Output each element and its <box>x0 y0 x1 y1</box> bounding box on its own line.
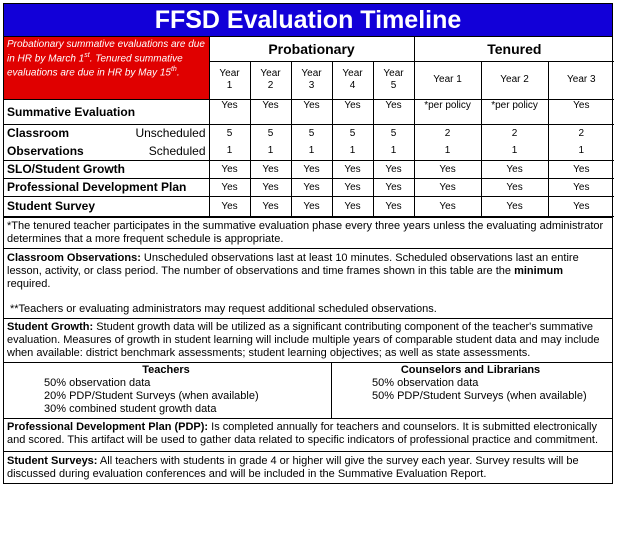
classroom-value-cell: 5 <box>250 124 291 142</box>
observations-value-cell: 1 <box>250 142 291 160</box>
slo-label: SLO/Student Growth <box>4 160 209 178</box>
due-dates-note: Probationary summative evaluations are due in HR by March 1st. Tenured summative evaluations are due in HR by May 15th. <box>4 37 209 99</box>
pdp-section: Professional Development Plan (PDP): Is completed annually for teachers and counselors. It is submitted electronically and scored. This artifact will be used to gather data related to specific indicators of professional practice and commitment. <box>4 418 612 451</box>
student-survey-label: Student Survey <box>4 196 209 216</box>
survey-value-cell: Yes <box>481 196 548 216</box>
table-row <box>4 160 614 178</box>
weighting-section <box>4 362 612 418</box>
survey-value-cell: Yes <box>250 196 291 216</box>
survey-value-cell: Yes <box>291 196 332 216</box>
observations-value-cell: 1 <box>373 142 414 160</box>
counselors-weighting <box>332 363 612 418</box>
table-row <box>4 142 614 160</box>
probationary-year-3-header: Year 3 <box>291 61 332 99</box>
student-growth-section: Student Growth: Student growth data will be utilized as a significant contributing component of the teacher's summative evaluation. Measures of growth in student learning will include multiple years of comparable student data and may include when available: district benchmark assessments; student learning objectives; as well as state assessments. <box>4 318 612 362</box>
counselors-heading: Counselors and Librarians <box>400 363 541 376</box>
slo-value-cell: Yes <box>373 160 414 178</box>
slo-value-cell: Yes <box>481 160 548 178</box>
summative-value-cell: Yes <box>548 99 614 124</box>
observations-value-cell: 1 <box>209 142 250 160</box>
survey-value-cell: Yes <box>548 196 614 216</box>
classroom-observations-section: Classroom Observations: Unscheduled observations last at least 10 minutes. Scheduled observations last an entire lesson, activity, or class period. The number of observations and time frames shown in this table are the minimum required. **Teachers or evaluating administrators may request additional scheduled observations. <box>4 248 612 318</box>
observations-value-cell: 1 <box>291 142 332 160</box>
pdp-label: Professional Development Plan <box>4 178 209 196</box>
pdp-value-cell: Yes <box>250 178 291 196</box>
evaluation-timeline-document <box>3 3 613 484</box>
survey-value-cell: Yes <box>414 196 481 216</box>
probationary-year-1-header: Year 1 <box>209 61 250 99</box>
observations-value-cell: 1 <box>548 142 614 160</box>
pdp-value-cell: Yes <box>209 178 250 196</box>
student-surveys-section: Student Surveys: All teachers with students in grade 4 or higher will give the survey each year. Survey results will be discussed during evaluation conferences and will be included in the Summative Evaluation Report. <box>4 451 612 483</box>
tenured-header: Tenured <box>414 37 614 61</box>
classroom-value-cell: 5 <box>332 124 373 142</box>
classroom-value-cell: 5 <box>291 124 332 142</box>
list-item: 50% observation data <box>44 376 151 389</box>
slo-value-cell: Yes <box>291 160 332 178</box>
survey-value-cell: Yes <box>209 196 250 216</box>
classroom-value-cell: 5 <box>373 124 414 142</box>
tenured-footnote: *The tenured teacher participates in the summative evaluation phase every three years unless the evaluating administrator determines that a more frequent schedule is appropriate. <box>4 217 612 248</box>
page-title: FFSD Evaluation Timeline <box>4 4 612 37</box>
pdp-value-cell: Yes <box>548 178 614 196</box>
pdp-value-cell: Yes <box>332 178 373 196</box>
summative-value-cell: Yes <box>332 99 373 124</box>
table-row <box>4 178 614 196</box>
slo-value-cell: Yes <box>250 160 291 178</box>
survey-value-cell: Yes <box>332 196 373 216</box>
summative-value-cell: Yes <box>373 99 414 124</box>
slo-value-cell: Yes <box>209 160 250 178</box>
slo-value-cell: Yes <box>332 160 373 178</box>
tenured-year-2-header: Year 2 <box>481 61 548 99</box>
summative-evaluation-label: Summative Evaluation <box>4 99 209 124</box>
list-item: 50% PDP/Student Surveys (when available) <box>372 389 587 402</box>
teachers-weighting <box>4 363 332 418</box>
observations-value-cell: 1 <box>481 142 548 160</box>
summative-value-cell: Yes <box>291 99 332 124</box>
classroom-label: Classroom Unscheduled <box>4 124 209 142</box>
table-row <box>4 99 614 124</box>
list-item: 50% observation data <box>372 376 479 389</box>
table-row <box>4 124 614 142</box>
pdp-value-cell: Yes <box>373 178 414 196</box>
additional-observations-note: **Teachers or evaluating administrators may request additional scheduled observations. <box>10 302 437 315</box>
observations-value-cell: 1 <box>414 142 481 160</box>
classroom-value-cell: 2 <box>414 124 481 142</box>
observations-value-cell: 1 <box>332 142 373 160</box>
summative-value-cell: Yes <box>209 99 250 124</box>
probationary-year-2-header: Year 2 <box>250 61 291 99</box>
tenured-year-3-header: Year 3 <box>548 61 614 99</box>
pdp-value-cell: Yes <box>481 178 548 196</box>
slo-value-cell: Yes <box>548 160 614 178</box>
probationary-year-5-header: Year 5 <box>373 61 414 99</box>
summative-value-cell: Yes <box>250 99 291 124</box>
observations-label: Observations Scheduled <box>4 142 209 160</box>
survey-value-cell: Yes <box>373 196 414 216</box>
probationary-header: Probationary <box>209 37 414 61</box>
teachers-heading: Teachers <box>142 363 190 376</box>
classroom-value-cell: 2 <box>548 124 614 142</box>
slo-value-cell: Yes <box>414 160 481 178</box>
table-row <box>4 196 614 216</box>
classroom-value-cell: 5 <box>209 124 250 142</box>
list-item: 20% PDP/Student Surveys (when available) <box>44 389 259 402</box>
pdp-value-cell: Yes <box>414 178 481 196</box>
summative-value-cell: *per policy <box>414 99 481 124</box>
classroom-value-cell: 2 <box>481 124 548 142</box>
tenured-year-1-header: Year 1 <box>414 61 481 99</box>
list-item: 30% combined student growth data <box>44 402 217 415</box>
probationary-year-4-header: Year 4 <box>332 61 373 99</box>
summative-value-cell: *per policy <box>481 99 548 124</box>
timeline-table <box>4 37 614 217</box>
pdp-value-cell: Yes <box>291 178 332 196</box>
